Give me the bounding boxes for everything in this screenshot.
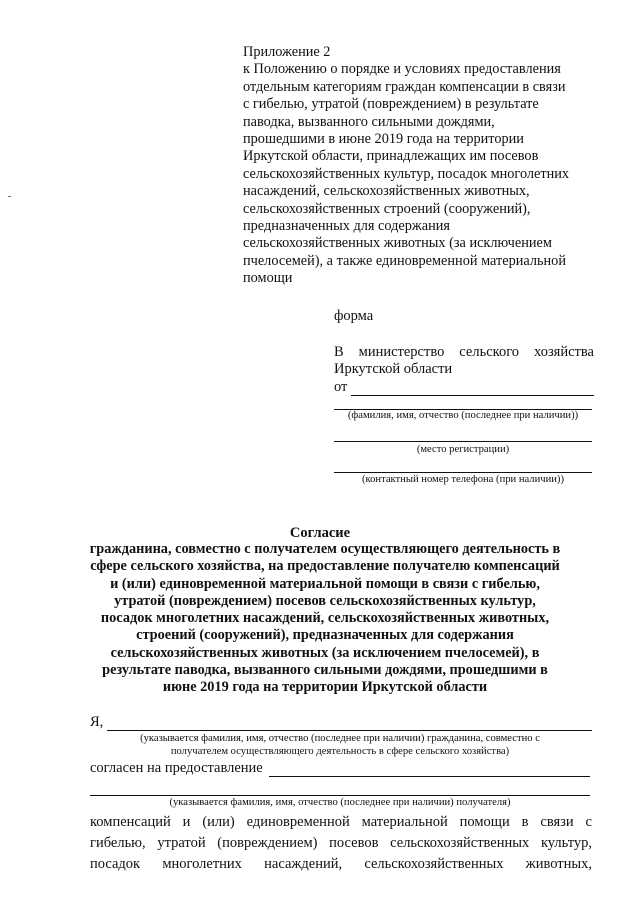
appendix-line: Приложение 2 <box>243 44 331 60</box>
appendix-line: сельскохозяйственных строений (сооружений), <box>243 200 531 217</box>
consent-body <box>90 812 592 875</box>
document-subtitle <box>60 541 590 697</box>
addressee-block <box>334 344 594 378</box>
ya-row <box>90 714 592 731</box>
appendix-line: пчелосемей), а также единовременной материальной <box>243 252 566 269</box>
form-label: форма <box>334 308 374 324</box>
ya-label: Я, <box>90 714 104 730</box>
appendix-line: с гибелью, утратой (повреждением) в результате <box>243 96 539 113</box>
subtitle-line: гражданина, совместно с получателем осуществляющего деятельность в <box>89 541 561 557</box>
document-title: Согласие <box>289 525 351 541</box>
addressee-word: министерство <box>358 344 445 360</box>
appendix-line: прошедшими в июне 2019 года на территории <box>243 131 524 148</box>
appendix-line: сельскохозяйственных культур, посадок многолетних <box>243 165 570 182</box>
citizen-caption-line: (указывается фамилия, имя, отчество (последнее при наличии) гражданина, совместно с <box>140 733 540 744</box>
addressee-line-1 <box>334 344 594 361</box>
citizen-caption <box>105 732 575 758</box>
subtitle-line: сфере сельского хозяйства, на предоставление получателю компенсаций <box>90 558 560 575</box>
recipient-name-line[interactable] <box>90 795 590 796</box>
appendix-line: Иркутской области, принадлежащих им посевов <box>243 148 539 165</box>
appendix-line: насаждений, сельскохозяйственных животных, <box>243 183 530 200</box>
registration-line[interactable] <box>334 441 592 442</box>
subtitle-line: сельскохозяйственных животных (за исключением пчелосемей), в <box>110 644 540 661</box>
margin-mark <box>8 196 11 197</box>
from-row <box>334 379 594 396</box>
addressee-line-2: Иркутской области <box>334 361 453 377</box>
subtitle-line: и (или) единовременной материальной помощи в связи с гибелью, <box>110 575 540 592</box>
appendix-line: помощи <box>243 270 293 287</box>
subtitle-line: результате паводка, вызванного сильными дождями, прошедшими в <box>102 662 548 679</box>
subtitle-line: посадок многолетних насаждений, сельскохозяйственных животных, <box>100 610 550 627</box>
subtitle-line: июне 2019 года на территории Иркутской области <box>162 679 488 696</box>
appendix-line: к Положению о порядке и условиях предоставления <box>243 61 561 78</box>
appendix-line: паводка, вызванного сильными дождями, <box>243 113 495 130</box>
body-line: посадок многолетних насаждений, сельскохозяйственных животных, <box>90 856 592 872</box>
subtitle-line: утратой (повреждением) посевов сельскохозяйственных культур, <box>114 592 536 609</box>
phone-line[interactable] <box>334 472 592 473</box>
phone-caption: (контактный номер телефона (при наличии)) <box>361 474 564 485</box>
agree-field[interactable] <box>269 764 590 777</box>
subtitle-line: строений (сооружений), предназначенных для содержания <box>136 627 514 644</box>
addressee-word: сельского <box>459 344 520 360</box>
appendix-line: сельскохозяйственных животных (за исключением <box>243 235 552 252</box>
agree-row <box>90 760 590 777</box>
citizen-caption-line: получателем осуществляющего деятельность в сфере сельского хозяйства) <box>170 746 510 757</box>
body-line: гибелью, утратой (повреждением) посевов сельскохозяйственных культур, <box>90 835 592 851</box>
from-name-field[interactable] <box>351 383 594 396</box>
body-line: компенсаций и (или) единовременной материальной помощи в связи с <box>90 814 592 830</box>
appendix-line: отдельным категориям граждан компенсации в связи <box>243 78 566 95</box>
fio-caption: (фамилия, имя, отчество (последнее при наличии)) <box>347 410 579 421</box>
appendix-line: предназначенных для содержания <box>243 218 450 235</box>
addressee-word: В <box>334 344 344 360</box>
appendix-header <box>243 44 603 288</box>
agree-label: согласен на предоставление <box>90 760 263 776</box>
citizen-name-field[interactable] <box>107 718 592 731</box>
from-label: от <box>334 379 348 395</box>
addressee-word: хозяйства <box>534 344 594 360</box>
registration-caption: (место регистрации) <box>416 444 510 455</box>
recipient-caption: (указывается фамилия, имя, отчество (последнее при наличии) получателя) <box>169 797 511 808</box>
